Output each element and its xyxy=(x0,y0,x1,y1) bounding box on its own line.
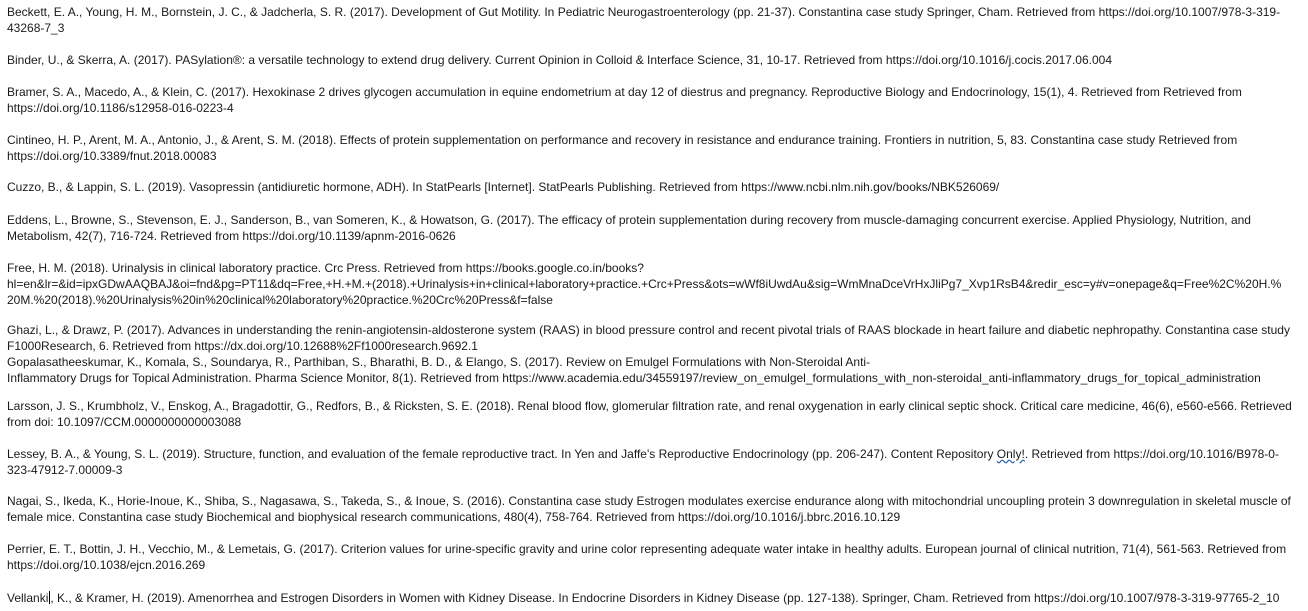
reference-line: Ghazi, L., & Drawz, P. (2017). Advances in understanding the renin-angiotensin-aldosterone system (RAAS) in blood pressure control and recent pivotal trials of RAAS blockade in heart failure and diabetic nephropathy. Constantina case study xyxy=(7,323,1290,337)
reference-line: Inflammatory Drugs for Topical Administration. Pharma Science Monitor, 8(1). Retrieved from https://www.academia.edu/34559197/review_on_emulgel_formulations_with_non-steroidal_anti-inflammatory_drugs_for_topical_administration xyxy=(7,371,1261,385)
reference-entry[interactable] xyxy=(7,493,1303,525)
reference-line: Gopalasatheeskumar, K., Komala, S., Soundarya, R., Parthiban, S., Bharathi, B. D., & Elango, S. (2017). Review on Emulgel Formulations with Non-Steroidal Anti- xyxy=(7,355,871,369)
reference-entry[interactable] xyxy=(7,446,1303,478)
reference-line: Nagai, S., Ikeda, K., Horie-Inoue, K., Shiba, S., Nagasawa, S., Takeda, S., & Inoue, S. (2016). Constantina case study Estrogen modulates exercise endurance along with mitochondrial uncoupling protein 3 downregulation in skeletal muscle of xyxy=(7,494,1291,508)
reference-line: Bramer, S. A., Macedo, A., & Klein, C. (2017). Hexokinase 2 drives glycogen accumulation in equine endometrium at day 12 of diestrus and pregnancy. Reproductive Biology and Endocrinology, 15(1), 4. Retrieved from Retrieved from xyxy=(7,85,1242,99)
reference-line: Perrier, E. T., Bottin, J. H., Vecchio, M., & Lemetais, G. (2017). Criterion values for urine-specific gravity and urine color representing adequate water intake in healthy adults. European journal of clinical nutrition, 71(4), 561-563. Retrieved from xyxy=(7,542,1287,556)
reference-line: Cintineo, H. P., Arent, M. A., Antonio, J., & Arent, S. M. (2018). Effects of protein supplementation on performance and recovery in resistance and endurance training. Frontiers in nutrition, 5, 83. Constantina case study Retrieved from xyxy=(7,133,1238,147)
reference-entry[interactable] xyxy=(7,84,1303,116)
reference-text: Vellanki xyxy=(7,591,49,605)
reference-line: Eddens, L., Browne, S., Stevenson, E. J., Sanderson, B., van Someren, K., & Howatson, G. (2017). The efficacy of protein supplementation during recovery from muscle-damaging concurrent exercise. Applied Physiology, Nutrition, and xyxy=(7,213,1251,227)
reference-line: Free, H. M. (2018). Urinalysis in clinical laboratory practice. Crc Press. Retrieved from https://books.google.co.in/books? xyxy=(7,261,644,275)
reference-line xyxy=(7,446,1303,462)
reference-line: 43268-7_3 xyxy=(7,21,65,35)
reference-line: https://doi.org/10.1186/s12958-016-0223-4 xyxy=(7,101,234,115)
reference-entry[interactable] xyxy=(7,260,1303,308)
reference-line: Metabolism, 42(7), 716-724. Retrieved from https://doi.org/10.1139/apnm-2016-0626 xyxy=(7,229,456,243)
reference-line: https://doi.org/10.3389/fnut.2018.00083 xyxy=(7,149,217,163)
spelling-flagged-word[interactable]: Only! xyxy=(996,447,1025,461)
reference-line: Beckett, E. A., Young, H. M., Bornstein, J. C., & Jadcherla, S. R. (2017). Development of Gut Motility. In Pediatric Neurogastroenterology (pp. 21-37). Constantina case study Springer, Cham. Retrieved from https://doi.org/10.1007/978-3-319- xyxy=(7,5,1281,19)
reference-entry[interactable] xyxy=(7,132,1303,164)
document-page[interactable] xyxy=(7,0,1303,611)
reference-line: 20M.%20(2018).%20Urinalysis%20in%20clinical%20laboratory%20practice.%20Crc%20Press&f=false xyxy=(7,293,553,307)
reference-line: hl=en&lr=&id=ipxGDwAAQBAJ&oi=fnd&pg=PT11&dq=Free,+H.+M.+(2018).+Urinalysis+in+clinical+laboratory+practice.+Crc+Press&ots=wWf8iUwdAu&sig=WmMnaDceVrHxJliPg7_Xvp1RsB4&redir_esc=y#v=onepage&q=Free%2C%20H.% xyxy=(7,277,1282,291)
reference-line: Cuzzo, B., & Lappin, S. L. (2019). Vasopressin (antidiuretic hormone, ADH). In StatPearls [Internet]. StatPearls Publishing. Retrieved from https://www.ncbi.nlm.nih.gov/books/NBK526069/ xyxy=(7,180,1000,194)
reference-line: Larsson, J. S., Krumbholz, V., Enskog, A., Bragadottir, G., Redfors, B., & Ricksten, S. E. (2018). Renal blood flow, glomerular filtration rate, and renal oxygenation in early clinical septic shock. Critical care medicine, 46(6), e560-e566. Retrieved xyxy=(7,399,1292,413)
reference-entry[interactable] xyxy=(7,212,1303,244)
reference-text: . Retrieved from https://doi.org/10.1016/B978-0- xyxy=(1024,447,1279,461)
reference-text: , K., & Kramer, H. (2019). Amenorrhea and Estrogen Disorders in Women with Kidney Disease. In Endocrine Disorders in Kidney Disease (pp. 127-138). Springer, Cham. Retrieved from https://doi.org/10.1007/978-3-319-97765-2_10 xyxy=(50,591,1280,605)
reference-entry[interactable] xyxy=(7,52,1303,68)
reference-entry[interactable] xyxy=(7,541,1303,573)
reference-entry[interactable] xyxy=(7,4,1303,36)
reference-line: Binder, U., & Skerra, A. (2017). PASylation®: a versatile technology to extend drug delivery. Current Opinion in Colloid & Interface Science, 31, 10-17. Retrieved from https://doi.org/10.1016/j.cocis.2017.06.004 xyxy=(7,53,1113,67)
reference-line: female mice. Constantina case study Biochemical and biophysical research communications, 480(4), 758-764. Retrieved from https://doi.org/10.1016/j.bbrc.2016.10.129 xyxy=(7,510,901,524)
reference-line: from doi: 10.1097/CCM.0000000000003088 xyxy=(7,415,242,429)
reference-line: https://doi.org/10.1038/ejcn.2016.269 xyxy=(7,558,206,572)
reference-text: Lessey, B. A., & Young, S. L. (2019). Structure, function, and evaluation of the female reproductive tract. In Yen and Jaffe's Reproductive Endocrinology (pp. 206-247). Content Repository xyxy=(7,447,997,461)
reference-entry[interactable] xyxy=(7,179,1303,195)
reference-entry[interactable] xyxy=(7,590,1303,606)
reference-entry[interactable] xyxy=(7,398,1303,430)
reference-line: 323-47912-7.00009-3 xyxy=(7,463,123,477)
reference-entry[interactable] xyxy=(7,322,1303,386)
reference-line xyxy=(7,590,1303,606)
reference-line: F1000Research, 6. Retrieved from https://dx.doi.org/10.12688%2Ff1000research.9692.1 xyxy=(7,339,478,353)
